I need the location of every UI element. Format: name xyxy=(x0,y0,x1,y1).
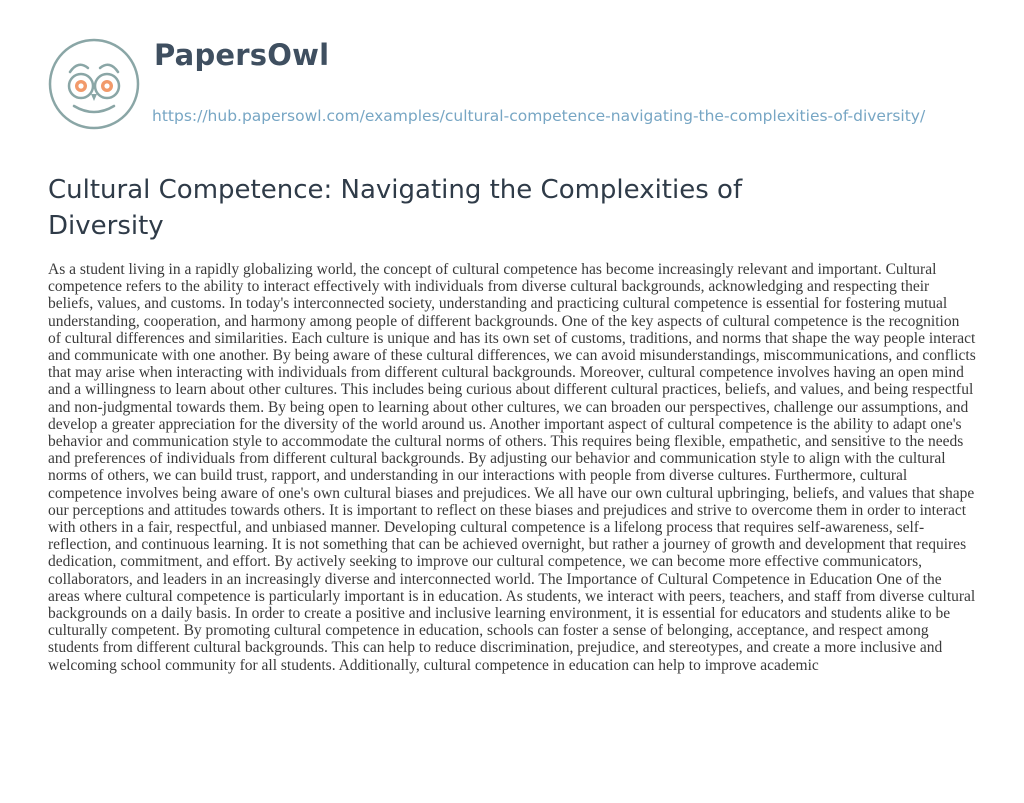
owl-face-icon xyxy=(48,38,140,130)
document-body: As a student living in a rapidly globalizing world, the concept of cultural competence has become increasingly relevant and important. Cultural competence refers to the ability to interact effectively with individuals from diverse cultural backgrounds, acknowledging and respecting their beliefs, values, and customs. In today's interconnected society, understanding and practicing cultural competence is essential for fostering mutual understanding, cooperation, and harmony among people of different backgrounds. One of the key aspects of cultural competence is the recognition of cultural differences and similarities. Each culture is unique and has its own set of customs, traditions, and norms that shape the way people interact and communicate with one another. By being aware of these cultural differences, we can avoid misunderstandings, miscommunications, and conflicts that may arise when interacting with individuals from different cultural backgrounds. Moreover, cultural competence involves having an open mind and a willingness to learn about other cultures. This includes being curious about different cultural practices, beliefs, and values, and being respectful and non-judgmental towards them. By being open to learning about other cultures, we can broaden our perspectives, challenge our assumptions, and develop a greater appreciation for the diversity of the world around us. Another important aspect of cultural competence is the ability to adapt one's behavior and communication style to accommodate the cultural norms of others. This requires being flexible, empathetic, and sensitive to the needs and preferences of individuals from different cultural backgrounds. By adjusting our behavior and communication style to align with the cultural norms of others, we can build trust, rapport, and understanding in our interactions with people from diverse cultures. Furthermore, cultural competence involves being aware of one's own cultural biases and prejudices. We all have our own cultural upbringing, beliefs, and values that shape our perceptions and attitudes towards others. It is important to reflect on these biases and prejudices and strive to overcome them in order to interact with others in a fair, respectful, and unbiased manner. Developing cultural competence is a lifelong process that requires self-awareness, self-reflection, and continuous learning. It is not something that can be achieved overnight, but rather a journey of growth and development that requires dedication, commitment, and effort. By actively seeking to improve our cultural competence, we can become more effective communicators, collaborators, and leaders in an increasingly diverse and interconnected world. The Importance of Cultural Competence in Education One of the areas where cultural competence is particularly important is in education. As students, we interact with peers, teachers, and staff from diverse cultural backgrounds on a daily basis. In order to create a positive and inclusive learning environment, it is essential for educators and students alike to be culturally competent. By promoting cultural competence in education, schools can foster a sense of belonging, acceptance, and respect among students from different cultural backgrounds. This can help to reduce discrimination, prejudice, and stereotypes, and create a more inclusive and welcoming school community for all students. Additionally, cultural competence in education can help to improve academic xyxy=(48,261,976,674)
page-header xyxy=(48,28,988,158)
source-url-link[interactable]: https://hub.papersowl.com/examples/cultural-competence-navigating-the-complexities-of-diversity/ xyxy=(152,107,926,125)
brand-name: PapersOwl xyxy=(154,38,330,72)
document-title: Cultural Competence: Navigating the Complexities of Diversity xyxy=(48,175,743,241)
